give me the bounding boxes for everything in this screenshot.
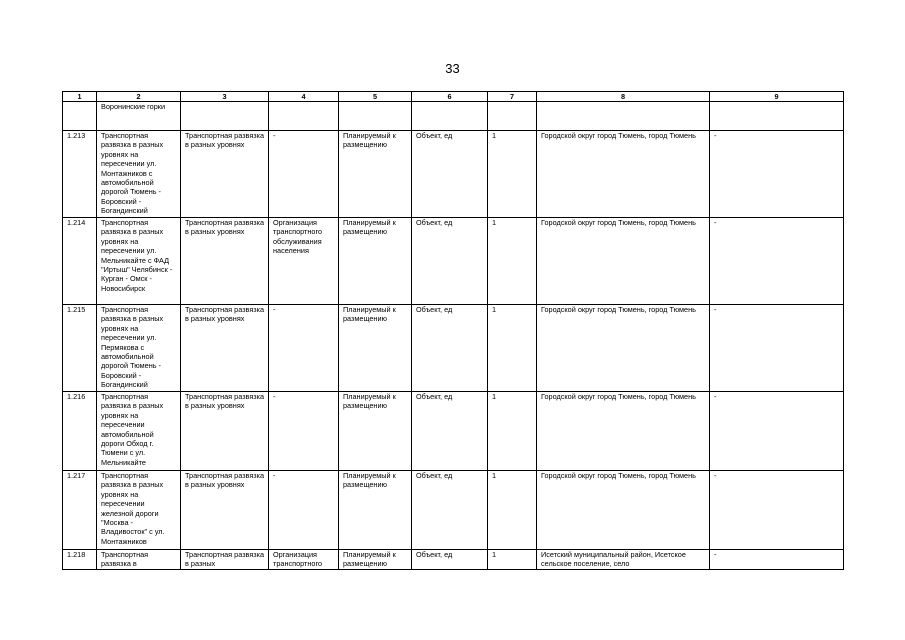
header-cell-5: 5 xyxy=(339,92,412,102)
cell-purpose: - xyxy=(269,131,339,218)
cell-type: Транспортная развязка в разных уровнях xyxy=(181,392,269,471)
cell-purpose: - xyxy=(269,392,339,471)
cell-unit: Объект, ед xyxy=(412,305,488,392)
cell-purpose xyxy=(269,102,339,131)
cell-unit: Объект, ед xyxy=(412,131,488,218)
page-number: 33 xyxy=(445,61,460,76)
cell-purpose: - xyxy=(269,305,339,392)
cell-zone: - xyxy=(710,131,844,218)
table-row xyxy=(63,305,844,392)
cell-type: Транспортная развязка в разных уровнях xyxy=(181,471,269,550)
cell-qty: 1 xyxy=(488,550,537,570)
cell-status: Планируемый к размещению xyxy=(339,218,412,305)
header-cell-1: 1 xyxy=(63,92,97,102)
cell-qty xyxy=(488,102,537,131)
cell-unit xyxy=(412,102,488,131)
cell-location xyxy=(537,102,710,131)
cell-name: Транспортная развязка в разных уровнях на пересечении ул. Монтажников с автомобильной дорогой Тюмень - Боровский - Богандинский xyxy=(97,131,181,218)
cell-qty: 1 xyxy=(488,471,537,550)
table-row xyxy=(63,218,844,305)
cell-qty: 1 xyxy=(488,305,537,392)
cell-type: Транспортная развязка в разных xyxy=(181,550,269,570)
cell-zone xyxy=(710,102,844,131)
cell-location: Городской округ город Тюмень, город Тюмень xyxy=(537,218,710,305)
cell-status: Планируемый к размещению xyxy=(339,550,412,570)
header-row xyxy=(63,92,844,102)
cell-num: 1.216 xyxy=(63,392,97,471)
cell-status: Планируемый к размещению xyxy=(339,305,412,392)
cell-num: 1.214 xyxy=(63,218,97,305)
cell-purpose: - xyxy=(269,471,339,550)
table-row xyxy=(63,131,844,218)
cell-qty: 1 xyxy=(488,392,537,471)
header-cell-2: 2 xyxy=(97,92,181,102)
cell-zone: - xyxy=(710,305,844,392)
table-row xyxy=(63,392,844,471)
table-row xyxy=(63,550,844,570)
cell-num xyxy=(63,102,97,131)
cell-name: Транспортная развязка в разных уровнях на пересечении ул. Пермякова с автомобильной дорогой Тюмень - Боровский - Богандинский xyxy=(97,305,181,392)
cell-type: Транспортная развязка в разных уровнях xyxy=(181,218,269,305)
cell-status: Планируемый к размещению xyxy=(339,471,412,550)
cell-zone: - xyxy=(710,392,844,471)
cell-name: Транспортная развязка в разных уровнях на пересечении автомобильной дороги Обход г. Тюмени с ул. Мельникайте xyxy=(97,392,181,471)
header-cell-7: 7 xyxy=(488,92,537,102)
cell-location: Городской округ город Тюмень, город Тюмень xyxy=(537,131,710,218)
cell-num: 1.218 xyxy=(63,550,97,570)
cell-name: Транспортная развязка в разных уровнях на пересечении железной дороги "Москва - Владивосток" с ул. Монтажников xyxy=(97,471,181,550)
header-cell-3: 3 xyxy=(181,92,269,102)
cell-unit: Объект, ед xyxy=(412,471,488,550)
cell-location: Городской округ город Тюмень, город Тюмень xyxy=(537,392,710,471)
header-cell-6: 6 xyxy=(412,92,488,102)
cell-unit: Объект, ед xyxy=(412,550,488,570)
cell-type: Транспортная развязка в разных уровнях xyxy=(181,131,269,218)
cell-location: Городской округ город Тюмень, город Тюмень xyxy=(537,305,710,392)
header-cell-9: 9 xyxy=(710,92,844,102)
cell-num: 1.213 xyxy=(63,131,97,218)
cell-unit: Объект, ед xyxy=(412,218,488,305)
cell-zone: - xyxy=(710,550,844,570)
table-row xyxy=(63,471,844,550)
cell-num: 1.215 xyxy=(63,305,97,392)
cell-status: Планируемый к размещению xyxy=(339,392,412,471)
cell-status: Планируемый к размещению xyxy=(339,131,412,218)
cell-status xyxy=(339,102,412,131)
cell-qty: 1 xyxy=(488,131,537,218)
cell-name: Транспортная развязка в разных уровнях на пересечении ул. Мельникайте с ФАД "Иртыш" Челябинск - Курган - Омск - Новосибирск xyxy=(97,218,181,305)
header-cell-8: 8 xyxy=(537,92,710,102)
header-cell-4: 4 xyxy=(269,92,339,102)
objects-table xyxy=(62,91,844,570)
cell-type xyxy=(181,102,269,131)
cell-name: Воронинские горки xyxy=(97,102,181,131)
cell-qty: 1 xyxy=(488,218,537,305)
cell-num: 1.217 xyxy=(63,471,97,550)
cell-type: Транспортная развязка в разных уровнях xyxy=(181,305,269,392)
cell-purpose: Организация транспортного обслуживания населения xyxy=(269,218,339,305)
cell-unit: Объект, ед xyxy=(412,392,488,471)
cell-location: Городской округ город Тюмень, город Тюмень xyxy=(537,471,710,550)
continuation-row xyxy=(63,102,844,131)
cell-name: Транспортная развязка в xyxy=(97,550,181,570)
cell-location: Исетский муниципальный район, Исетское сельское поселение, село xyxy=(537,550,710,570)
cell-purpose: Организация транспортного xyxy=(269,550,339,570)
cell-zone: - xyxy=(710,471,844,550)
cell-zone: - xyxy=(710,218,844,305)
